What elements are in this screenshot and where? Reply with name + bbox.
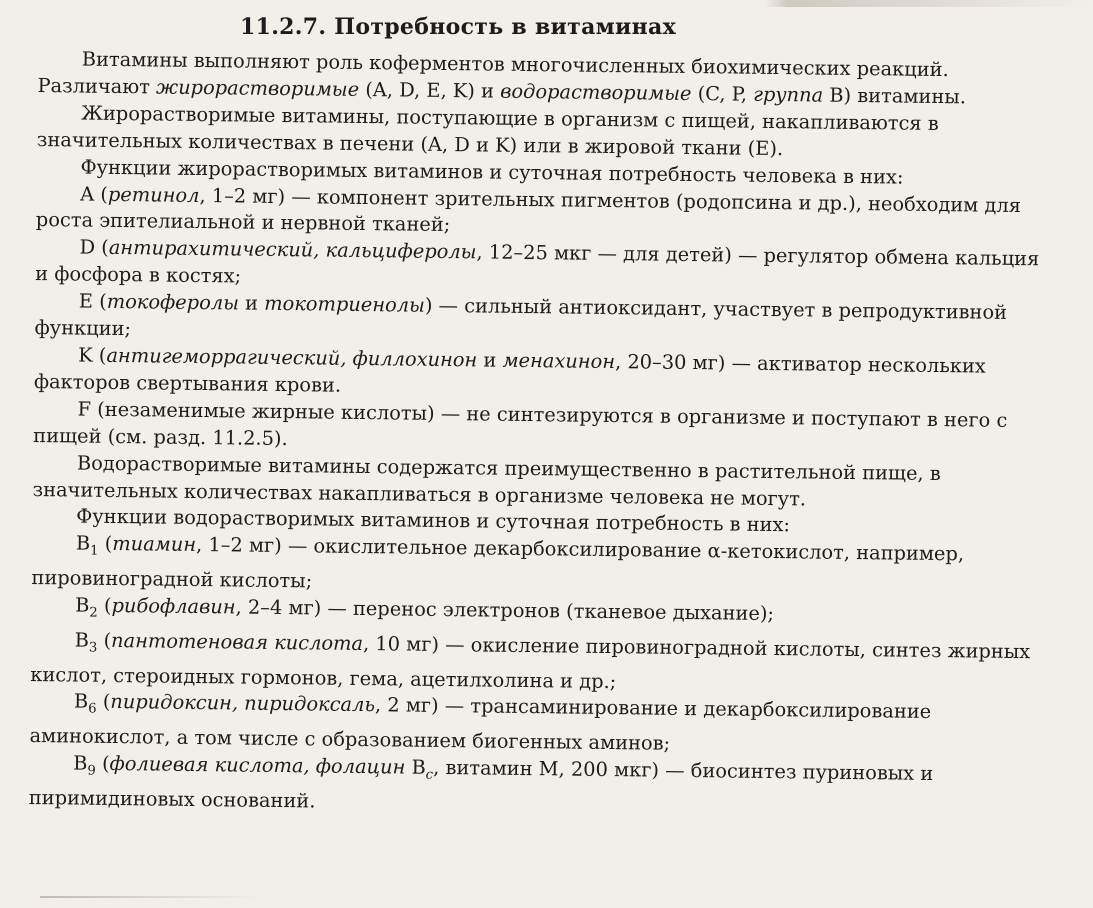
subscript: 6	[88, 702, 97, 718]
text-segment: D (	[79, 235, 109, 260]
italic-term: токоферолы	[106, 290, 240, 315]
text-segment: E (	[78, 289, 107, 314]
italic-term: группа	[753, 82, 824, 107]
text-segment: ) — сильный антиоксидант, участвует в репродуктивной функции;	[34, 293, 1008, 341]
text-segment: B	[73, 689, 89, 714]
text-segment: B) витамины.	[823, 83, 967, 109]
text-segment: , 1–2 мг) — компонент зрительных пигментов (родопсина и др.), необходим для роста эпителиальной и нервной тканей;	[35, 183, 1022, 237]
italic-term: менахинон	[502, 348, 616, 374]
text-segment: B	[73, 751, 88, 775]
italic-term: тиамин	[112, 532, 197, 557]
text-segment: B	[75, 593, 90, 617]
text-segment: (	[95, 751, 110, 776]
text-segment: , 1–2 мг) — окислительное декарбоксилирование α-кетокислот, например, пировиноградной кислоты;	[31, 533, 965, 593]
italic-term: рибофлавин	[111, 593, 236, 619]
italic-term: антигеморрагический, филлохинон	[106, 343, 478, 372]
text-segment: Функции жирорастворимых витаминов и суточная потребность человека в них:	[80, 155, 904, 189]
italic-term: токотриенолы	[264, 291, 426, 317]
text-segment: , витамин M, 200 мкг) — биосинтез пуриновых и пиримидиновых оснований.	[28, 756, 934, 813]
italic-term: жирорастворимые	[155, 75, 360, 101]
bottom-rule	[40, 896, 260, 898]
paragraph-vitamin-b9	[29, 750, 1050, 824]
text-segment: Витамины выполняют роль коферментов многочисленных биохимических реакций. Различают	[37, 47, 949, 99]
subscript: 1	[89, 543, 99, 559]
previous-line-fragment	[0, 0, 1093, 7]
text-segment: Функции водорастворимых витаминов и суточная потребность в них:	[76, 504, 791, 537]
text-segment: (	[98, 532, 113, 556]
italic-term: пантотеновая кислота	[110, 628, 364, 655]
text-segment: (	[97, 593, 112, 617]
subscript: c	[425, 767, 434, 783]
italic-term: фолиевая кислота, фолацин	[109, 752, 406, 779]
text-segment: (C, P,	[691, 81, 754, 106]
section-heading: 11.2.7. Потребность в витаминах	[240, 14, 677, 40]
text-segment: , 10 мг) — окисление пировиноградной кислоты, синтез жирных кислот, стероидных гормонов, гема, ацетилхолина и др.;	[30, 631, 1031, 693]
subscript: 2	[89, 605, 98, 621]
text-segment: A (	[80, 182, 109, 206]
subscript: 9	[87, 763, 96, 779]
text-segment: B	[405, 755, 426, 779]
text-segment: B	[75, 531, 91, 555]
text-segment: (A, D, E, K) и	[358, 77, 501, 103]
text-segment: и	[477, 348, 503, 372]
italic-term: пиридоксин, пиридоксаль	[110, 690, 376, 717]
text-segment: , 12–25 мкг — для детей) — регулятор обмена кальция и фосфора в костях;	[35, 240, 1040, 288]
text-segment: F (незаменимые жирные кислоты) — не синтезируются в организме и поступают в него с пищей (см. разд. 11.2.5).	[33, 397, 1008, 450]
text-segment: , 20–30 мг) — активатор нескольких факторов свертывания крови.	[33, 350, 986, 397]
italic-term: ретинол	[107, 182, 200, 207]
text-segment: , 2 мг) — трансаминирование и декарбоксилирование аминокислот, а том числе с образованием биогенных аминов;	[29, 693, 932, 756]
text-segment: и	[238, 291, 265, 315]
italic-term: антирахитический, кальциферолы	[108, 236, 477, 264]
text-segment: (	[97, 628, 112, 652]
text-segment: K (	[78, 343, 107, 367]
text-segment: , 2–4 мг) — перенос электронов (тканевое дыхание);	[235, 595, 775, 626]
text-segment: (	[96, 690, 111, 714]
body-text	[29, 46, 1058, 824]
text-segment: Водорастворимые витамины содержатся преимущественно в растительной пище, в значительных количествах накапливаться в организме человека не могут.	[32, 451, 941, 510]
italic-term: водорастворимые	[500, 79, 692, 105]
text-segment: Жирорастворимые витамины, поступающие в организм с пищей, накапливаются в значительных количествах в печени (A, D и K) или в жировой ткани (E).	[36, 101, 939, 160]
text-segment: B	[74, 628, 90, 652]
subscript: 3	[88, 640, 98, 656]
